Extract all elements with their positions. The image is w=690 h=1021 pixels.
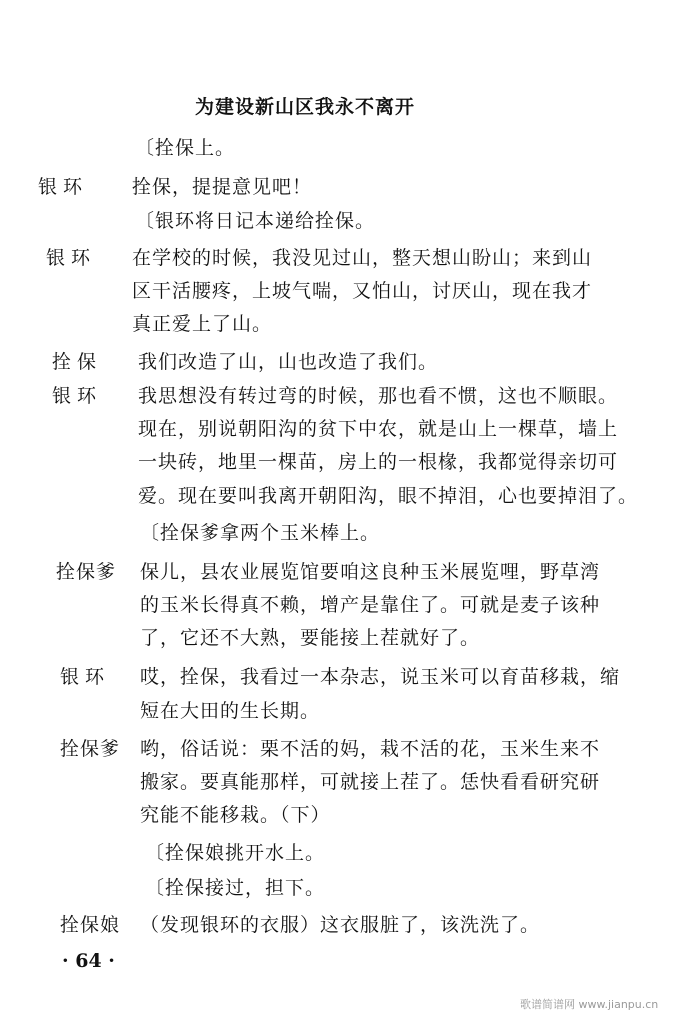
dialogue-line: 我思想没有转过弯的时候，那也看不惯，这也不顺眼。 — [138, 385, 619, 407]
speaker-name: 银 环 — [46, 247, 91, 269]
dialogue-line: 我们改造了山，山也改造了我们。 — [138, 351, 439, 373]
scene-title: 为建设新山区我永不离开 — [195, 96, 416, 118]
stage-direction: 〔拴保接过，担下。 — [145, 877, 326, 899]
dialogue-line: 现在，别说朝阳沟的贫下中农，就是山上一棵草，墙上 — [138, 418, 619, 440]
stage-direction: 〔拴保娘挑开水上。 — [145, 842, 326, 864]
dialogue-line: 真正爱上了山。 — [132, 313, 273, 335]
speaker-name: 拴保娘 — [60, 914, 121, 936]
site-watermark: 歌谱简谱网 www.jianpu.cn — [520, 998, 659, 1011]
stage-direction: 〔拴保上。 — [135, 137, 236, 159]
speaker-name: 银 环 — [38, 176, 83, 198]
dialogue-line: 爱。现在要叫我离开朝阳沟，眼不掉泪，心也要掉泪了。 — [138, 485, 639, 507]
dialogue-line: 了，它还不大熟，要能接上茬就好了。 — [140, 627, 481, 649]
stage-direction: 〔拴保爹拿两个玉米棒上。 — [140, 522, 381, 544]
dialogue-line: 哟，俗话说：栗不活的妈，栽不活的花，玉米生来不 — [140, 738, 601, 760]
speaker-name: 拴保爹 — [60, 738, 121, 760]
dialogue-line: 区干活腰疼，上坡气喘，又怕山，讨厌山，现在我才 — [132, 280, 593, 302]
speaker-name: 银 环 — [60, 666, 105, 688]
dialogue-line: 拴保，提提意见吧！ — [132, 176, 313, 198]
dialogue-line: 哎，拴保，我看过一本杂志，说玉米可以育苗移栽，缩 — [140, 666, 621, 688]
dialogue-line: 保儿，县农业展览馆要咱这良种玉米展览哩，野草湾 — [140, 561, 601, 583]
dialogue-line: 一块砖，地里一棵苗，房上的一根椽，我都觉得亲切可 — [138, 451, 619, 473]
dialogue-line: 在学校的时候，我没见过山，整天想山盼山；来到山 — [132, 247, 593, 269]
page-number: · 64 · — [62, 950, 115, 972]
speaker-name: 拴 保 — [52, 351, 97, 373]
dialogue-line: 究能不能移栽。（下） — [140, 804, 331, 826]
dialogue-line: 的玉米长得真不赖，增产是靠住了。可就是麦子该种 — [140, 594, 601, 616]
speaker-name: 银 环 — [52, 385, 97, 407]
dialogue-line: 短在大田的生长期。 — [140, 700, 321, 722]
dialogue-line: 搬家。要真能那样，可就接上茬了。恁快看看研究研 — [140, 771, 601, 793]
dialogue-line: （发现银环的衣服）这衣服脏了，该洗洗了。 — [140, 914, 541, 936]
speaker-name: 拴保爹 — [56, 561, 117, 583]
stage-direction: 〔银环将日记本递给拴保。 — [135, 210, 376, 232]
